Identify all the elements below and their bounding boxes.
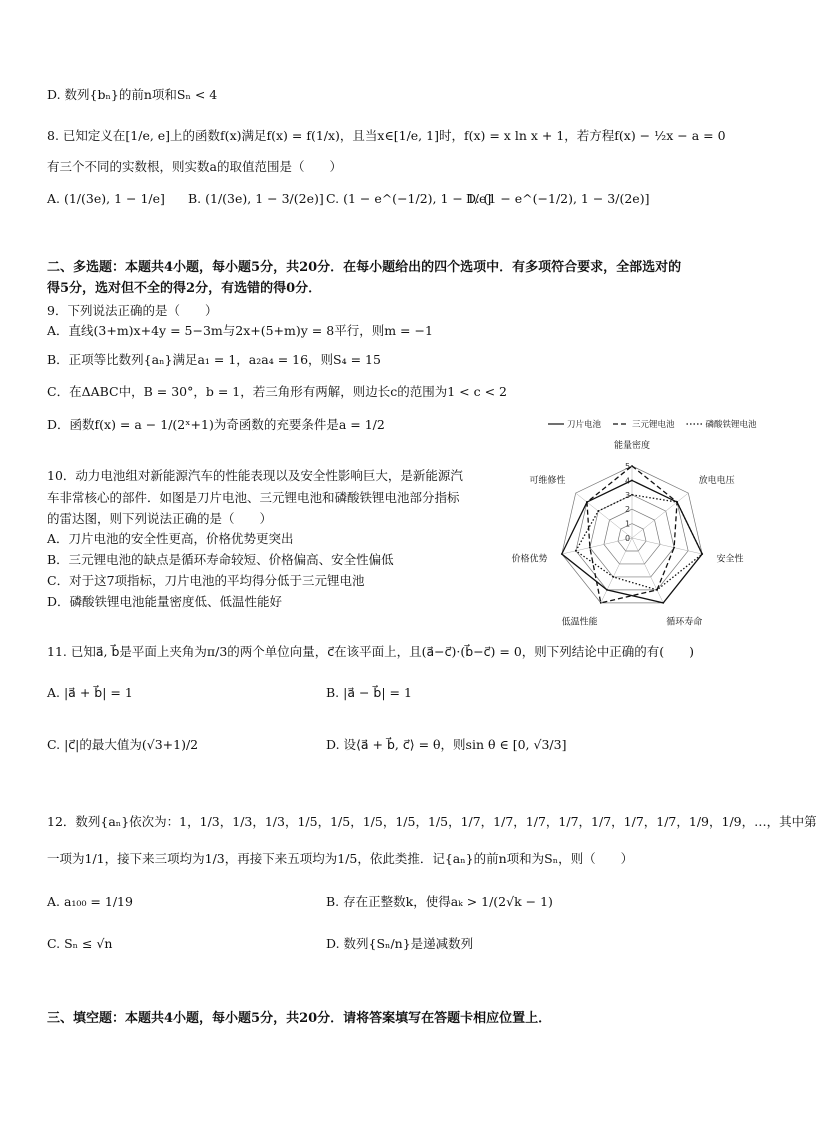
q8-option-b: B. (1/(3e), 1 − 3/(2e)] — [188, 191, 324, 206]
prev-option-d: D. 数列{bₙ}的前n项和Sₙ < 4 — [47, 87, 218, 102]
section2-heading: 二、多选题：本题共4小题，每小题5分，共20分．在每小题给出的四个选项中．有多项符合要求，全部选对的 — [47, 260, 682, 275]
q8-option-c: C. (1 − e^(−1/2), 1 − 1/e] — [326, 191, 492, 206]
grid-spoke — [601, 538, 632, 603]
series-point — [561, 553, 563, 555]
q10-option-c: C．对于这7项指标，刀片电池的平均得分低于三元锂电池 — [47, 573, 365, 588]
q10-stem-cont1: 车非常核心的部件．如图是刀片电池、三元锂电池和磷酸铁锂电池部分指标 — [47, 490, 460, 505]
q11-option-c: C. |c⃗|的最大值为(√3+1)/2 — [47, 737, 199, 752]
q11-stem: 11. 已知a⃗, b⃗是平面上夹角为π/3的两个单位向量，c⃗在该平面上，且(a⃗−c⃗)·(b⃗−c⃗) = 0，则下列结论中正确的有( ) — [47, 644, 695, 659]
legend-label: 磷酸铁锂电池 — [705, 420, 757, 430]
series-point — [673, 547, 675, 549]
tick-label: 2 — [625, 505, 631, 515]
series-point — [676, 501, 678, 503]
q12-stem-cont: 一项为1/1，接下来三项均为1/3，再接下来五项均为1/5，依此类推．记{aₙ}的前n项和为Sₙ，则（ ） — [47, 851, 634, 866]
q11-option-b: B. |a⃗ − b⃗| = 1 — [326, 685, 412, 700]
q12-stem: 12．数列{aₙ}依次为：1，1/3，1/3，1/3，1/5，1/5，1/5，1/5，1/5，1/7，1/7，1/7，1/7，1/7，1/7，1/7，1/9，1/9，…，其中第 — [47, 814, 817, 829]
q10-stem-cont2: 的雷达图，则下列说法正确的是（ ） — [47, 511, 273, 526]
q9-option-c: C．在ΔABC中，B = 30°，b = 1，若三角形有两解，则边长c的范围为1 < c < 2 — [47, 384, 507, 399]
section2-heading-cont: 得5分，选对但不全的得2分，有选错的得0分． — [47, 281, 322, 296]
axis-label: 放电电压 — [698, 476, 735, 487]
series-point — [589, 547, 591, 549]
q10-stem: 10．动力电池组对新能源汽车的性能表现以及安全性影响巨大，是新能源汽 — [47, 468, 463, 483]
q10-option-a: A．刀片电池的安全性更高，价格优势更突出 — [47, 531, 294, 546]
axis-label: 能量密度 — [613, 441, 651, 452]
series-point — [631, 465, 633, 467]
series-point — [600, 602, 602, 604]
q9-option-b: B．正项等比数列{aₙ}满足a₁ = 1，a₂a₄ = 16，则S₄ = 15 — [47, 352, 381, 367]
axis-label: 低温性能 — [561, 617, 598, 628]
q9-option-a: A．直线(3+m)x+4y = 5−3m与2x+(5+m)y = 8平行，则m = −1 — [47, 323, 433, 338]
legend-label: 三元锂电池 — [632, 420, 675, 430]
series-point — [586, 501, 588, 503]
q12-option-d: D. 数列{Sₙ/n}是递减数列 — [326, 936, 474, 951]
grid-spoke — [632, 538, 663, 603]
series-point — [656, 589, 658, 591]
series-point — [701, 553, 703, 555]
q10-option-d: D．磷酸铁锂电池能量密度低、低温性能好 — [47, 594, 283, 609]
axis-label: 安全性 — [716, 554, 744, 565]
axis-label: 循环寿命 — [666, 617, 703, 628]
series-point — [575, 550, 577, 552]
q12-option-a: A. a₁₀₀ = 1/19 — [47, 894, 133, 909]
tick-label: 0 — [625, 534, 631, 543]
series-point — [631, 480, 633, 482]
q8-option-a: A. (1/(3e), 1 − 1/e] — [47, 191, 165, 206]
q9-option-d: D．函数f(x) = a − 1/(2ˣ+1)为奇函数的充要条件是a = 1/2 — [47, 417, 385, 432]
q12-option-b: B. 存在正整数k，使得aₖ > 1/(2√k − 1) — [326, 894, 553, 909]
tick-label: 4 — [625, 476, 631, 486]
q11-option-a: A. |a⃗ + b⃗| = 1 — [47, 685, 133, 700]
q10-option-b: B．三元锂电池的缺点是循环寿命较短、价格偏高、安全性偏低 — [47, 552, 394, 567]
series-point — [597, 510, 599, 512]
q8-stem: 8. 已知定义在[1/e, e]上的函数f(x)满足f(x) = f(1/x)，且当x∈[1/e, 1]时，f(x) = x ln x + 1，若方程f(x) − ½x − a = 0 — [47, 128, 726, 143]
radar-grid — [562, 462, 702, 603]
series-point — [606, 589, 608, 591]
q8-stem-cont: 有三个不同的实数根，则实数a的取值范围是（ ） — [47, 159, 342, 174]
tick-label: 5 — [625, 462, 631, 471]
tick-label: 1 — [625, 519, 631, 529]
tick-label: 3 — [625, 490, 631, 500]
q9-stem: 9．下列说法正确的是（ ） — [47, 303, 218, 318]
axis-label: 价格优势 — [511, 554, 548, 565]
chart-legend — [548, 419, 757, 430]
battery-radar-chart — [511, 414, 760, 628]
section3-heading: 三、填空题：本题共4小题，每小题5分，共20分．请将答案填写在答题卡相应位置上． — [47, 1011, 552, 1026]
series-point — [662, 602, 664, 604]
q8-option-d: D. (1 − e^(−1/2), 1 − 3/(2e)] — [466, 191, 650, 206]
legend-label: 刀片电池 — [567, 420, 602, 430]
series-point — [631, 494, 633, 496]
axis-label: 可维修性 — [529, 476, 566, 487]
q12-option-c: C. Sₙ ≤ √n — [47, 936, 113, 951]
q11-option-d: D. 设⟨a⃗ + b⃗, c⃗⟩ = θ，则sin θ ∈ [0, √3/3] — [326, 737, 567, 752]
series-point — [612, 576, 614, 578]
